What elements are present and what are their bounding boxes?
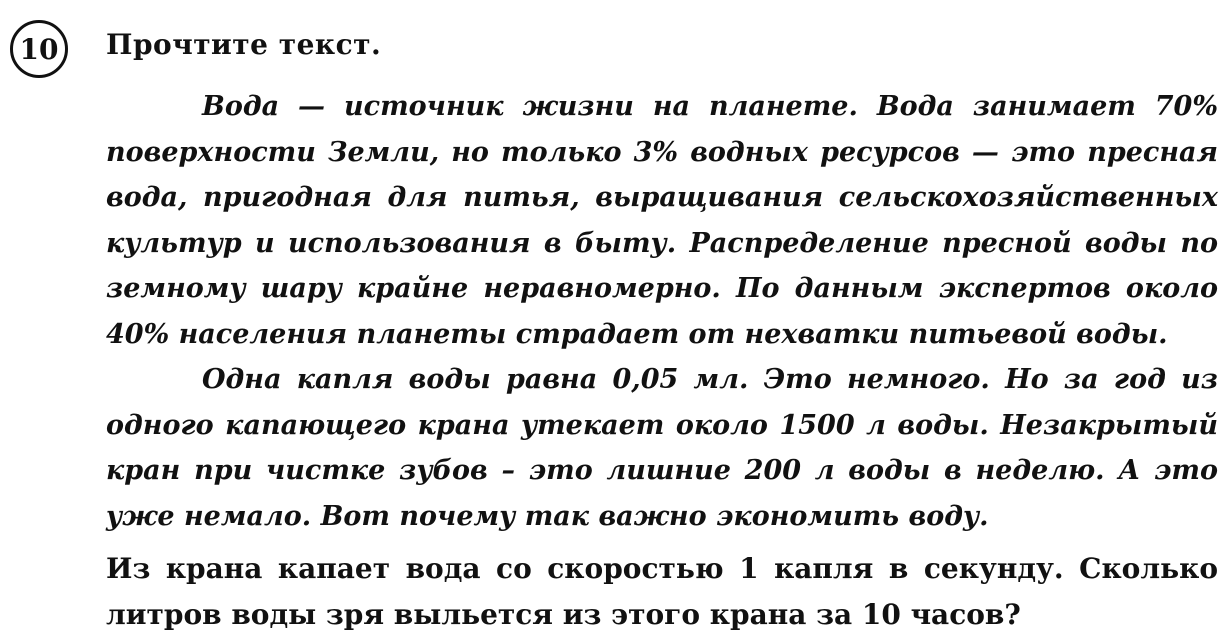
task-number-badge bbox=[10, 20, 68, 78]
question-block bbox=[106, 546, 1218, 638]
task-number: 10 bbox=[19, 32, 59, 66]
passage-paragraph-1: Вода — источник жизни на планете. Вода занимает 70% поверхности Земли, но только 3% водных ресурсов — это пресная вода, пригодная для питья, выращивания сельскохозяйственных культур и использования в быту. Распределение пресной воды по земному шару крайне неравномерно. По данным экспертов около 40% населения планеты страдает от нехватки питьевой воды. bbox=[106, 91, 1218, 350]
question-text: Из крана капает вода со скоростью 1 капля в секунду. Сколько литров воды зря выльется из этого крана за 10 часов? bbox=[106, 552, 1218, 631]
task-instruction: Прочтите текст. bbox=[106, 28, 382, 61]
reading-passage bbox=[106, 84, 1218, 539]
passage-paragraph-2: Одна капля воды равна 0,05 мл. Это немного. Но за год из одного капающего крана утекает около 1500 л воды. Незакрытый кран при чистке зубов – это лишние 200 л воды в неделю. А это уже немало. Вот почему так важно экономить воду. bbox=[106, 364, 1218, 532]
